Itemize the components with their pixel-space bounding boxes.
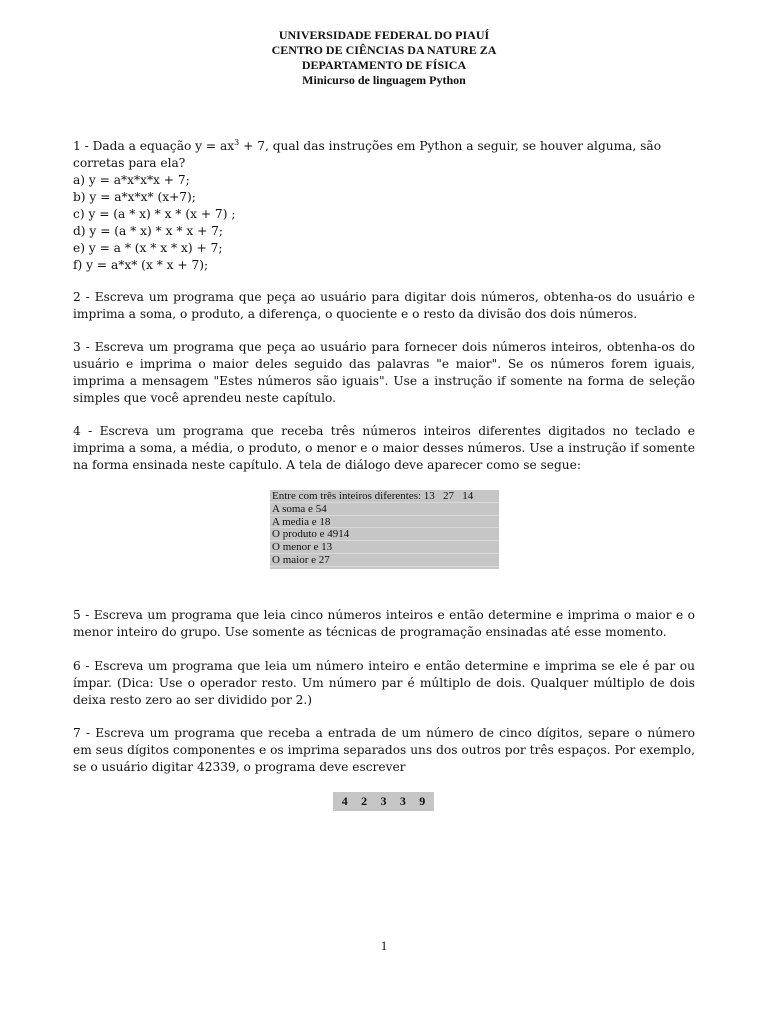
digit: 3 (399, 794, 406, 808)
option-a: a) y = a*x*x*x + 7; (73, 173, 190, 187)
document-header (0, 28, 768, 88)
dialog-line: Entre com três inteiros diferentes: 13 27 14 (270, 490, 499, 503)
question-5 (73, 607, 695, 641)
option-b: b) y = a*x*x* (x+7); (73, 190, 196, 204)
dialog-line: O maior e 27 (270, 554, 499, 567)
option-f: f) y = a*x* (x * x + 7); (73, 258, 209, 272)
digits-example (333, 792, 434, 811)
exponent: 3 (234, 137, 240, 147)
question-6-text: 6 - Escreva um programa que leia um número inteiro e então determine e imprima se ele é par ou ímpar. (Dica: Use o operador resto. Um número par é múltiplo de dois. Qualquer múltiplo de dois deixa resto zero ao ser dividido por 2.) (73, 659, 695, 707)
page-number: 1 (380, 938, 388, 953)
university-name: UNIVERSIDADE FEDERAL DO PIAUÍ (278, 28, 490, 42)
dialog-example (270, 490, 499, 569)
question-6 (73, 658, 695, 709)
dialog-line: A soma e 54 (270, 503, 499, 516)
question-5-text: 5 - Escreva um programa que leia cinco números inteiros e então determine e imprima o maior e o menor inteiro do grupo. Use somente as técnicas de programação ensinadas até esse momento. (73, 608, 695, 639)
question-2 (73, 289, 695, 323)
dialog-line: A media e 18 (270, 516, 499, 529)
question-1-intro-start: 1 - Dada a equação y = ax (73, 139, 235, 153)
dialog-line: O produto e 4914 (270, 528, 499, 541)
question-7 (73, 725, 695, 776)
question-2-text: 2 - Escreva um programa que peça ao usuário para digitar dois números, obtenha-os do usuário e imprima a soma, o produto, a diferença, o quociente e o resto da divisão dos dois números. (73, 290, 695, 321)
digit: 3 (380, 794, 387, 808)
department-name: DEPARTAMENTO DE FÍSICA (301, 58, 467, 72)
question-3-text: 3 - Escreva um programa que peça ao usuário para fornecer dois números inteiros, obtenha-os do usuário e imprima o maior deles seguido das palavras "e maior". Se os números forem iguais, imprima a mensagem "Estes números são iguais". Use a instrução if somente na forma de seleção simples que você aprendeu neste capítulo. (73, 340, 695, 405)
option-e: e) y = a * (x * x * x) + 7; (73, 241, 223, 255)
question-4-text: 4 - Escreva um programa que receba três números inteiros diferentes digitados no teclado e imprima a soma, a média, o produto, o menor e o maior desses números. Use a instrução if somente na forma ensinada neste capítulo. A tela de diálogo deve aparecer como se segue: (73, 424, 695, 472)
course-title: Minicurso de linguagem Python (302, 73, 466, 87)
question-1-intro (73, 138, 695, 172)
center-name: CENTRO DE CIÊNCIAS DA NATURE ZA (271, 43, 497, 57)
digit: 9 (419, 794, 426, 808)
question-7-text: 7 - Escreva um programa que receba a entrada de um número de cinco dígitos, separe o número em seus dígitos componentes e os imprima separados uns dos outros por três espaços. Por exemplo, se o usuário digitar 42339, o programa deve escrever (73, 726, 695, 774)
digit: 4 (341, 794, 348, 808)
dialog-line: O menor e 13 (270, 541, 499, 554)
question-1-intro-end: + 7, qual das instruções em Python a seguir, se houver alguma, são corretas para ela? (73, 139, 662, 170)
digit: 2 (361, 794, 368, 808)
option-c: c) y = (a * x) * x * (x + 7) ; (73, 207, 236, 221)
question-4 (73, 423, 695, 474)
question-1 (73, 138, 695, 274)
question-3 (73, 339, 695, 407)
option-d: d) y = (a * x) * x * x + 7; (73, 224, 224, 238)
